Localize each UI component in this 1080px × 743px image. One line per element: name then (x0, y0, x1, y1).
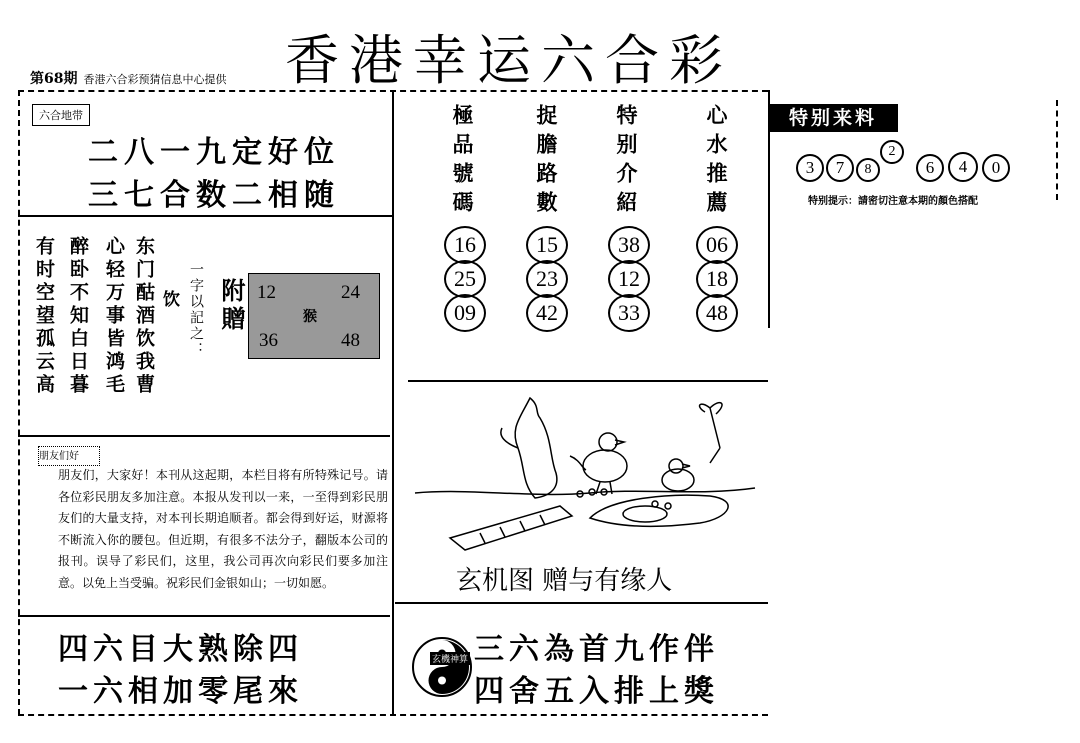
gift-animal: 猴 (303, 310, 317, 325)
special-right-border (1056, 100, 1058, 200)
number-circle: 42 (526, 294, 568, 332)
picture-caption: 玄机图 赠与有缘人 (456, 566, 673, 596)
number-circle: 33 (608, 294, 650, 332)
number-circle: 38 (608, 226, 650, 264)
poem-column-4: 有时空望孤云高 (33, 236, 55, 397)
bottom-left-line-2: 一六相加零尾來 (58, 674, 303, 709)
taiji-emblem (412, 637, 472, 697)
greeting-paragraph: 朋友们，大家好！本刊从这起期，本栏目将有所特殊记号。请各位彩民朋友多加注意。本报从发刊以一来，一至得到彩民朋友们的大量支持，对本刊长期追顺者。都会得到好运，财源将不断流入你的腰包。但近期，有很多不法分子，翻版本公司的报刊。误导了彩民们，这里，我公司再次向彩民们要多加注意。以免上当受骗。祝彩民们金银如山；一切如愿。 (58, 468, 388, 590)
verse-line-1: 二八一九定好位 (88, 135, 340, 170)
special-digit: 4 (948, 152, 978, 182)
number-circle: 23 (526, 260, 568, 298)
divider-left-3 (18, 615, 390, 617)
gift-number: 36 (259, 330, 278, 351)
number-circle: 15 (526, 226, 568, 264)
gift-label: 附贈 (217, 278, 246, 334)
column-header-1: 極品號碼 (450, 104, 475, 220)
bottom-left-line-1: 四六目大熟除四 (58, 632, 303, 667)
gift-box (248, 273, 380, 359)
special-digit: 0 (982, 154, 1010, 182)
divider-right-1 (408, 380, 768, 382)
special-digit: 3 (796, 154, 824, 182)
column-header-3: 特别介紹 (614, 104, 639, 220)
number-circle: 12 (608, 260, 650, 298)
bottom-right-line-1: 三六為首九作伴 (474, 632, 719, 667)
issue-number (30, 68, 226, 88)
column-header-2: 捉膽路數 (534, 104, 559, 220)
left-border (18, 90, 20, 715)
divider-vertical-bottom (392, 380, 394, 715)
issue-label: 第68期 (30, 71, 78, 87)
special-digit: 7 (826, 154, 854, 182)
number-circle: 16 (444, 226, 486, 264)
gift-number: 24 (341, 282, 360, 303)
riddle-picture (410, 388, 760, 558)
number-circle: 09 (444, 294, 486, 332)
section-tag: 六合地带 (32, 104, 90, 126)
greeting-tag: 朋友们好 (38, 446, 100, 466)
number-circle: 18 (696, 260, 738, 298)
number-circle: 25 (444, 260, 486, 298)
special-digit: 8 (856, 158, 880, 182)
column-header-4: 心水推薦 (704, 104, 729, 220)
number-circle: 48 (696, 294, 738, 332)
special-digit: 6 (916, 154, 944, 182)
divider-vertical-top (392, 90, 394, 380)
page-title: 香港幸运六合彩 (285, 29, 733, 92)
source-label: 香港六合彩预猜信息中心提供 (83, 73, 227, 86)
emblem-text: 玄機神算 (430, 652, 470, 665)
divider-left-1 (18, 215, 393, 217)
bottom-right-line-2: 四舍五入排上獎 (474, 674, 719, 709)
poem-column-1: 东门酤酒饮我曹 (133, 236, 155, 397)
number-circle: 06 (696, 226, 738, 264)
special-tip: 特别提示：請密切注意本期的顏色搭配 (808, 196, 978, 207)
poem-column-3: 醉卧不知白日暮 (67, 236, 89, 397)
verse-line-2: 三七合数二相随 (88, 178, 340, 213)
divider-right-2 (395, 602, 768, 604)
poem-note: 一字以記之： (188, 262, 204, 358)
gift-number: 48 (341, 330, 360, 351)
poem-side-char: 饮 (159, 290, 179, 311)
gift-number: 12 (257, 282, 276, 303)
divider-left-2 (18, 435, 390, 437)
special-title: 特别来料 (768, 104, 898, 132)
special-digit: 2 (880, 140, 904, 164)
poem-column-2: 心轻万事皆鸿毛 (103, 236, 125, 397)
